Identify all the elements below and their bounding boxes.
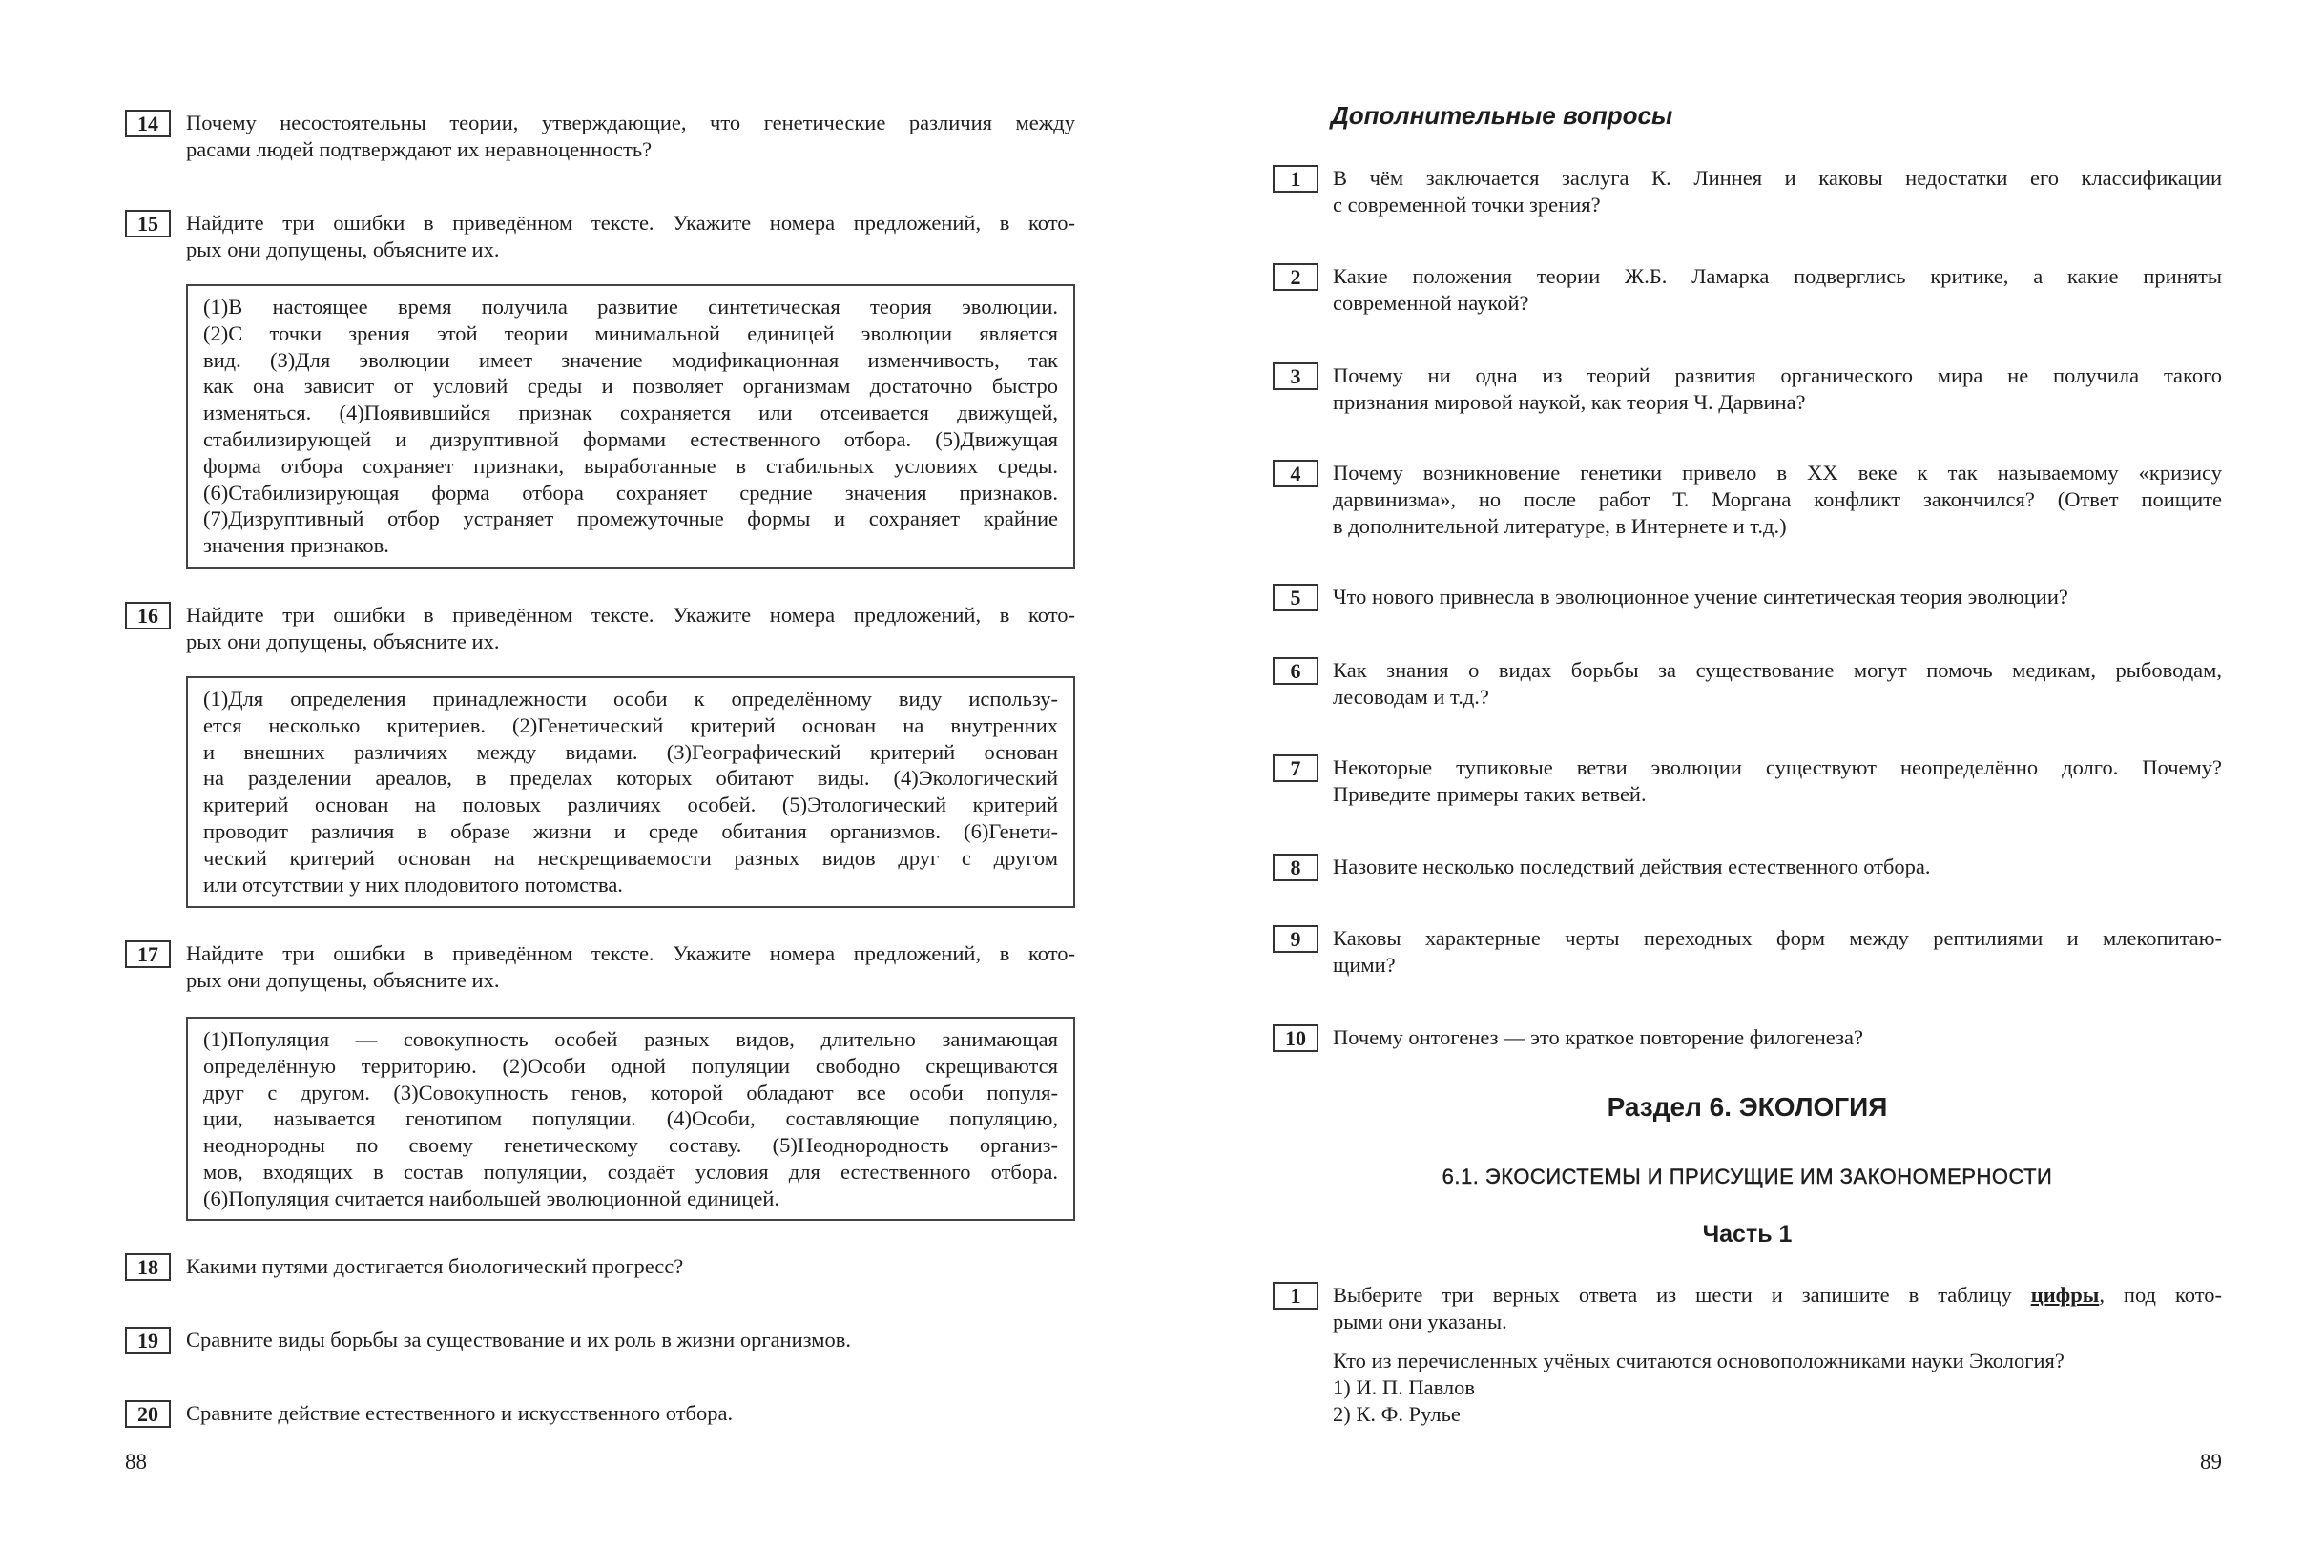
text-line: расами людей подтверждают их неравноценность? (186, 136, 653, 161)
text-line: на разделении ареалов, в пределах которых обитают виды. (4)Экологический (203, 766, 1058, 791)
question-text (186, 1253, 1075, 1280)
question-number-box: 14 (125, 110, 171, 137)
question-number-box: 17 (125, 940, 171, 968)
text-line: Какие положения теории Ж.Б. Ламарка подверглись критике, а какие приняты (1333, 264, 2222, 288)
question-text (186, 602, 1075, 655)
text-line: как она зависит от условий среды и позволяет организмам достаточно быстро (203, 374, 1058, 399)
text-line: ется несколько критериев. (2)Генетический критерий основан на внутренних (203, 712, 1058, 737)
text-line: мов, входящих в состав популяции, создаёт условия для естественного отбора. (203, 1159, 1058, 1184)
text-segment: , под кото- (2099, 1283, 2222, 1307)
question-text (186, 1400, 1075, 1427)
text-line: Как знания о видах борьбы за существование могут помочь медикам, рыбоводам, (1333, 658, 2222, 682)
text-line: вид. (3)Для эволюции имеет значение модификационная изменчивость, так (203, 347, 1058, 372)
text-line: Назовите несколько последствий действия естественного отбора. (1333, 855, 1931, 878)
page-number-right: 89 (2200, 1450, 2222, 1474)
question-text (1333, 1282, 2222, 1335)
question-number-box: 7 (1273, 754, 1318, 782)
text-line: (1)В настоящее время получила развитие синтетическая теория эволюции. (203, 295, 1058, 319)
section-title: Раздел 6. ЭКОЛОГИЯ (1607, 1092, 1888, 1122)
text-line: определённую территорию. (2)Особи одной популяции свободно скрещиваются (203, 1053, 1058, 1078)
text-line: Сравните действие естественного и искусственного отбора. (186, 1401, 734, 1425)
text-line: (6)Популяция считается наибольшей эволюционной единицей. (203, 1186, 780, 1210)
text-line: современной наукой? (1333, 290, 1529, 315)
text-line: Найдите три ошибки в приведённом тексте. Укажите номера предложений, в кото- (186, 211, 1075, 235)
task-question-block (1333, 1348, 2222, 1427)
text-line: Сравните виды борьбы за существование и их роль в жизни организмов. (186, 1328, 851, 1351)
question-text (1333, 460, 2222, 539)
question-number-box: 4 (1273, 460, 1318, 487)
task-option: 1) И. П. Павлов (1333, 1374, 1476, 1399)
text-line: в дополнительной литературе, в Интернете и т.д.) (1333, 513, 1787, 538)
task-option: 2) К. Ф. Рулье (1333, 1401, 1461, 1426)
text-line: проводит различия в образе жизни и среде обитания организмов. (6)Генети- (203, 818, 1058, 843)
text-line: форма отбора сохраняет признаки, выработанные в стабильных условиях среды. (203, 453, 1058, 478)
text-line: Некоторые тупиковые ветви эволюции существуют неопределённо долго. Почему? (1333, 755, 2222, 779)
text-line: ции, называется генотипом популяции. (4)Особи, составляющие популяцию, (203, 1106, 1058, 1131)
text-line: рыми они указаны. (1333, 1309, 1507, 1333)
question-text (186, 110, 1075, 163)
text-line: Какими путями достигается биологический прогресс? (186, 1254, 684, 1278)
question-number-box: 19 (125, 1327, 171, 1354)
text-line: (1)Популяция — совокупность особей разных видов, длительно занимающая (203, 1027, 1058, 1051)
question-number-box: 18 (125, 1253, 171, 1281)
question-number-box: 16 (125, 602, 171, 629)
text-line: Найдите три ошибки в приведённом тексте. Укажите номера предложений, в кото- (186, 603, 1075, 627)
text-line: изменяться. (4)Появившийся признак сохраняется или отсеивается движущей, (203, 401, 1058, 425)
page-number-left: 88 (125, 1450, 147, 1474)
text-line: (2)С точки зрения этой теории минимальной единицей эволюции является (203, 320, 1058, 345)
text-line: (1)Для определения принадлежности особи к определённому виду использу- (203, 687, 1058, 711)
text-line: (7)Дизруптивный отбор устраняет промежуточные формы и сохраняет крайние (203, 506, 1058, 531)
text-line: рых они допущены, объясните их. (186, 629, 500, 653)
question-text (1333, 925, 2222, 979)
text-line: друг с другом. (3)Совокупность генов, которой обладают все особи популя- (203, 1080, 1058, 1104)
quoted-text-box (186, 284, 1075, 569)
text-line: Почему онтогенез — это краткое повторение филогенеза? (1333, 1025, 1863, 1049)
text-line: Найдите три ошибки в приведённом тексте. Укажите номера предложений, в кото- (186, 941, 1075, 965)
text-line: щими? (1333, 952, 1396, 977)
text-line: неоднородны по своему генетическому составу. (5)Неоднородность организ- (203, 1133, 1058, 1158)
text-line: значения признаков. (203, 533, 389, 558)
question-text (186, 210, 1075, 263)
text-line: Что нового привнесла в эволюционное учение синтетическая теория эволюции? (1333, 585, 2068, 609)
subsection-title: 6.1. ЭКОСИСТЕМЫ И ПРИСУЩИЕ ИМ ЗАКОНОМЕРНОСТИ (1442, 1165, 2053, 1188)
emphasized-word: цифры (2030, 1283, 2100, 1307)
question-text (186, 1327, 1075, 1353)
question-number-box: 6 (1273, 657, 1318, 685)
question-number-box: 5 (1273, 584, 1318, 611)
text-line: стабилизирующей и дизруптивной формами естественного отбора. (5)Движущая (203, 426, 1058, 451)
question-text (1333, 362, 2222, 416)
quoted-text-box (186, 676, 1075, 908)
part-title: Часть 1 (1702, 1221, 1793, 1248)
text-line: Почему ни одна из теорий развития органического мира не получила такого (1333, 363, 2222, 387)
text-line: дарвинизма», но после работ Т. Моргана конфликт закончился? (Ответ поищите (1333, 486, 2222, 511)
question-text (1333, 657, 2222, 711)
text-line: ческий критерий основан на нескрещиваемости разных видов друг с другом (203, 845, 1058, 870)
question-number-box: 9 (1273, 925, 1318, 953)
question-number-box: 15 (125, 210, 171, 237)
text-line: Каковы характерные черты переходных форм между рептилиями и млекопитаю- (1333, 926, 2222, 950)
text-line: признания мировой наукой, как теория Ч. Дарвина? (1333, 389, 1806, 414)
question-text (1333, 263, 2222, 317)
text-line: В чём заключается заслуга К. Линнея и каковы недостатки его классификации (1333, 166, 2222, 190)
question-text (1333, 584, 2222, 610)
text-line: рых они допущены, объясните их. (186, 967, 500, 992)
text-line: или отсутствии у них плодовитого потомства. (203, 872, 623, 897)
text-line: Почему несостоятельны теории, утверждающие, что генетические различия между (186, 111, 1075, 134)
text-line: критерий основан на половых различиях особей. (5)Этологический критерий (203, 793, 1058, 817)
question-number-box: 8 (1273, 854, 1318, 881)
text-line (1333, 1282, 2222, 1309)
question-number-box: 20 (125, 1400, 171, 1428)
text-line: Приведите примеры таких ветвей. (1333, 781, 1647, 806)
quoted-text-box (186, 1017, 1075, 1221)
extra-questions-title: Дополнительные вопросы (1331, 101, 1673, 130)
question-number-box: 1 (1273, 165, 1318, 193)
text-line: Почему возникновение генетики привело в XX веке к так называемому «кризису (1333, 461, 2222, 485)
question-text (1333, 754, 2222, 808)
text-line: и внешних различиях между видами. (3)Географический критерий основан (203, 739, 1058, 764)
question-number-box: 1 (1273, 1282, 1318, 1310)
text-line: (6)Стабилизирующая форма отбора сохраняет средние значения признаков. (203, 480, 1058, 505)
question-number-box: 2 (1273, 263, 1318, 291)
text-line: лесоводам и т.д.? (1333, 684, 1489, 709)
question-text (186, 940, 1075, 994)
question-text (1333, 854, 2222, 880)
task-question: Кто из перечисленных учёных считаются основоположниками науки Экология? (1333, 1349, 2065, 1372)
text-segment: Выберите три верных ответа из шести и запишите в таблицу (1333, 1283, 2031, 1307)
text-line: рых они допущены, объясните их. (186, 237, 500, 261)
question-number-box: 10 (1273, 1024, 1318, 1052)
text-line: с современной точки зрения? (1333, 192, 1601, 217)
question-text (1333, 165, 2222, 218)
question-number-box: 3 (1273, 362, 1318, 390)
question-text (1333, 1024, 2222, 1051)
